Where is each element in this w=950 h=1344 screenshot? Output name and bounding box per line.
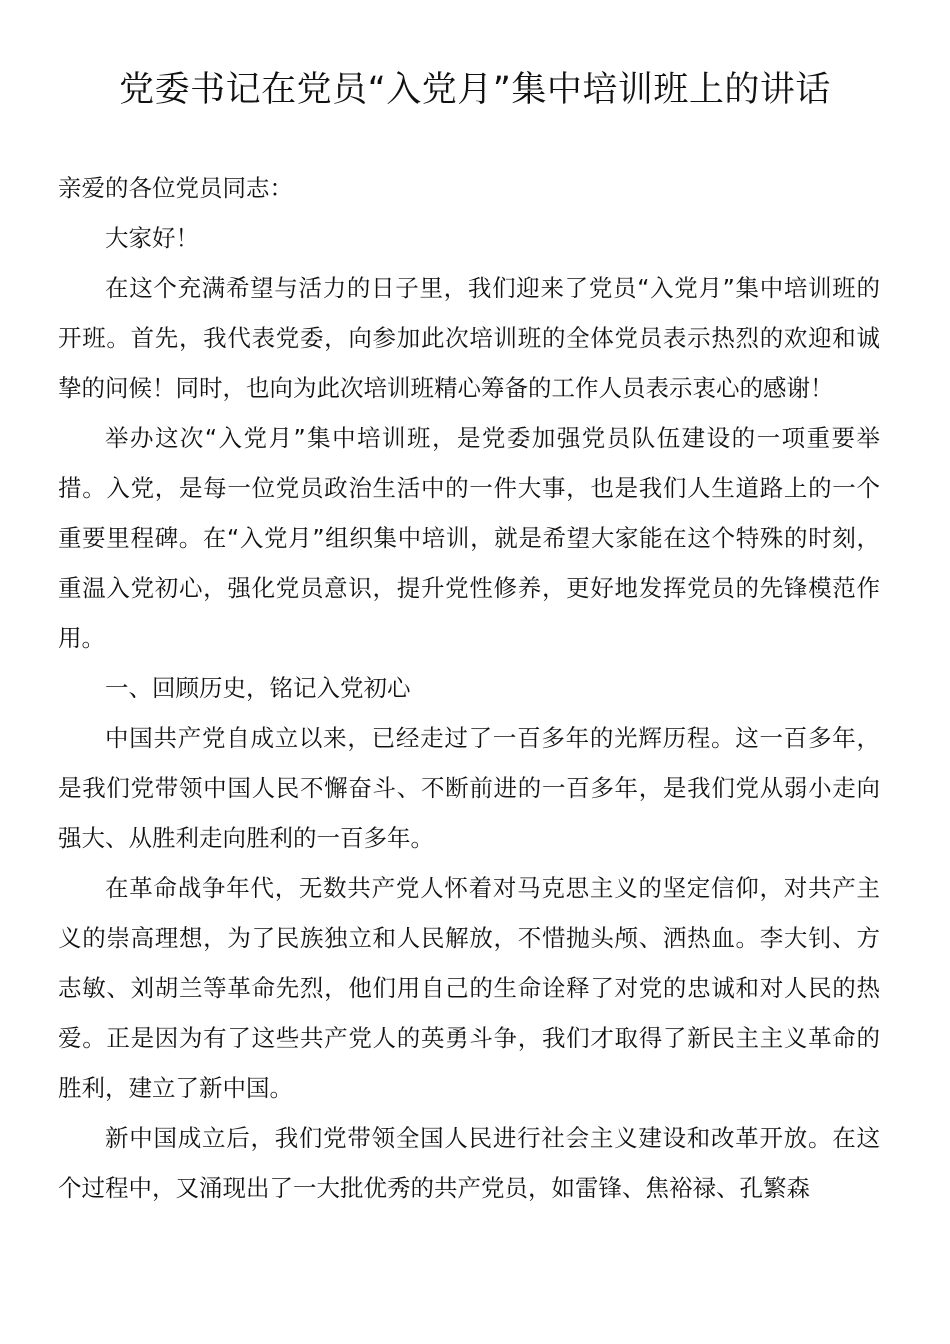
salutation: 亲爱的各位党员同志： <box>58 174 293 202</box>
section-1-paragraph-2: 在革命战争年代，无数共产党人怀着对马克思主义的坚定信仰，对共产主义的崇高理想，为了民族独立和人民解放，不惜抛头颅、洒热血。李大钊、方志敏、刘胡兰等革命先烈，他们用自己的生命诠释了对党的忠诚和对人民的热爱。正是因为有了这些共产党人的英勇斗争，我们才取得了新民主主义革命的胜利，建立了新中国。 <box>58 874 880 1102</box>
document-title: 党委书记在党员“入党月”集中培训班上的讲话 <box>119 70 831 110</box>
document-body <box>58 163 880 1213</box>
greeting: 大家好！ <box>105 224 199 252</box>
section-1-paragraph-1: 中国共产党自成立以来，已经走过了一百多年的光辉历程。这一百多年，是我们党带领中国人民不懈奋斗、不断前进的一百多年，是我们党从弱小走向强大、从胜利走向胜利的一百多年。 <box>58 724 880 852</box>
section-1-paragraph-3: 新中国成立后，我们党带领全国人民进行社会主义建设和改革开放。在这个过程中，又涌现出了一大批优秀的共产党员，如雷锋、焦裕禄、孔繁森 <box>58 1124 880 1202</box>
paragraph-intro-1: 在这个充满希望与活力的日子里，我们迎来了党员“入党月”集中培训班的开班。首先，我代表党委，向参加此次培训班的全体党员表示热烈的欢迎和诚挚的问候！同时，也向为此次培训班精心筹备的工作人员表示衷心的感谢！ <box>58 274 880 402</box>
paragraph-intro-2: 举办这次“入党月”集中培训班，是党委加强党员队伍建设的一项重要举措。入党，是每一位党员政治生活中的一件大事，也是我们人生道路上的一个重要里程碑。在“入党月”组织集中培训，就是希望大家能在这个特殊的时刻，重温入党初心，强化党员意识，提升党性修养，更好地发挥党员的先锋模范作用。 <box>58 424 880 652</box>
section-heading-1: 一、回顾历史，铭记入党初心 <box>105 674 411 702</box>
